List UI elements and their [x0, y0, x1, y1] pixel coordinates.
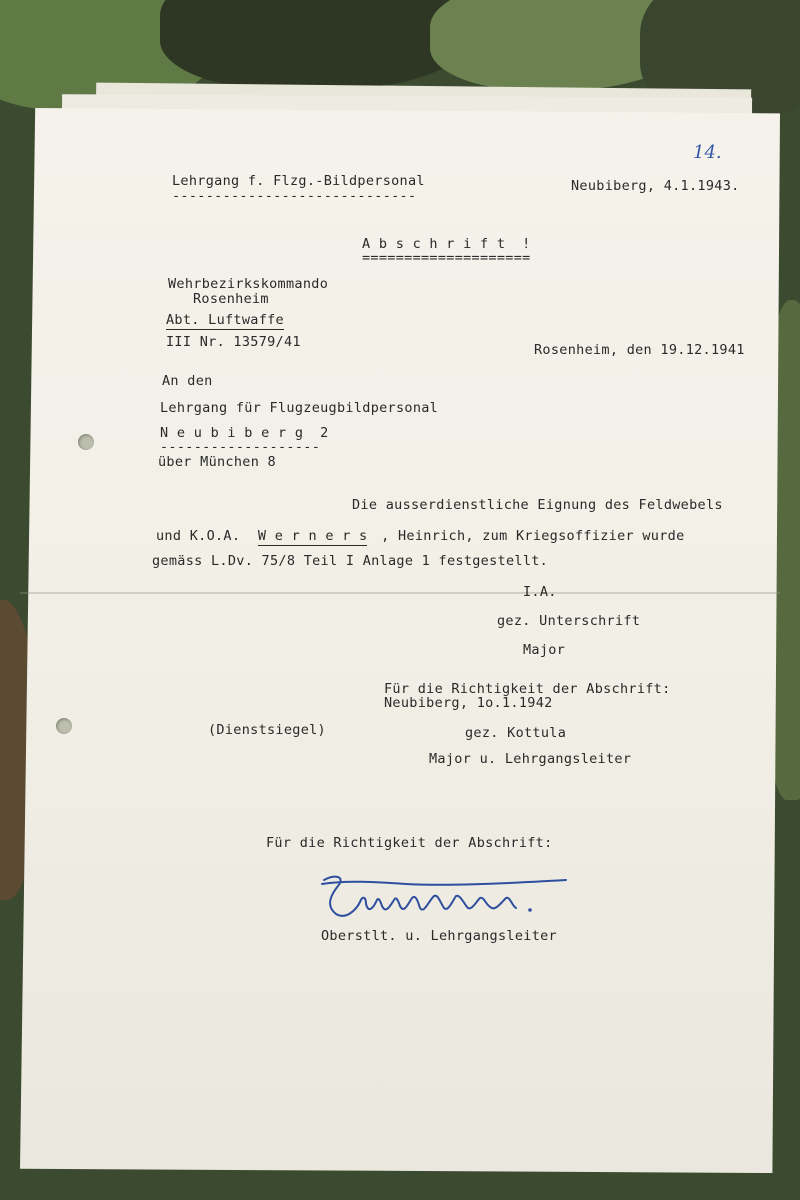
- document-title: A b s c h r i f t !: [362, 236, 531, 252]
- certification-1-signed: gez. Kottula: [465, 725, 567, 741]
- header-unit-underline: -----------------------------: [172, 188, 417, 204]
- body-line-2: [156, 525, 685, 544]
- body-line-2-prefix: und K.O.A.: [156, 528, 241, 544]
- signature-ia: I.A.: [523, 584, 557, 600]
- punch-hole: [56, 718, 72, 734]
- sender-line-2: Rosenheim: [193, 291, 269, 307]
- recipient-line-3: N e u b i b e r g 2: [160, 425, 329, 441]
- certification-1-rank: Major u. Lehrgangsleiter: [429, 751, 632, 767]
- sender-reference: III Nr. 13579/41: [166, 334, 301, 350]
- body-line-2-suffix: , Heinrich, zum Kriegsoffizier wurde: [381, 528, 685, 544]
- signature-rank: Major: [523, 642, 566, 658]
- recipient-line-1: An den: [162, 373, 213, 389]
- recipient-line-4: über München 8: [158, 454, 276, 470]
- certification-1-line-1: Für die Richtigkeit der Abschrift:: [384, 681, 671, 697]
- body-officer-name: W e r n e r s: [257, 528, 368, 544]
- header-place-date: Neubiberg, 4.1.1943.: [571, 178, 740, 194]
- recipient-line-2: Lehrgang für Flugzeugbildpersonal: [160, 400, 439, 416]
- letter-place-date: Rosenheim, den 19.12.1941: [534, 342, 745, 358]
- paper-fold-line: [20, 592, 780, 594]
- certification-2-line-1: Für die Richtigkeit der Abschrift:: [266, 835, 553, 851]
- sender-line-1: Wehrbezirkskommando: [168, 276, 329, 292]
- document-page: [20, 108, 780, 1173]
- official-seal-label: (Dienstsiegel): [208, 722, 326, 738]
- body-line-1: Die ausserdienstliche Eignung des Feldwebels: [352, 497, 723, 513]
- recipient-line-3-underline: -------------------: [160, 439, 321, 455]
- header-unit: Lehrgang f. Flzg.-Bildpersonal: [172, 173, 425, 189]
- punch-hole: [78, 434, 94, 450]
- handwritten-signature: [316, 866, 576, 926]
- body-line-3: gemäss L.Dv. 75/8 Teil I Anlage 1 festgestellt.: [152, 553, 549, 569]
- sender-department: Abt. Luftwaffe: [166, 312, 284, 328]
- handwritten-page-number: 14.: [693, 142, 722, 163]
- certification-2-rank: Oberstlt. u. Lehrgangsleiter: [321, 928, 557, 944]
- certification-1-line-2: Neubiberg, 1o.1.1942: [384, 695, 553, 711]
- signature-signed: gez. Unterschrift: [497, 613, 641, 629]
- document-title-underline: ====================: [362, 250, 531, 266]
